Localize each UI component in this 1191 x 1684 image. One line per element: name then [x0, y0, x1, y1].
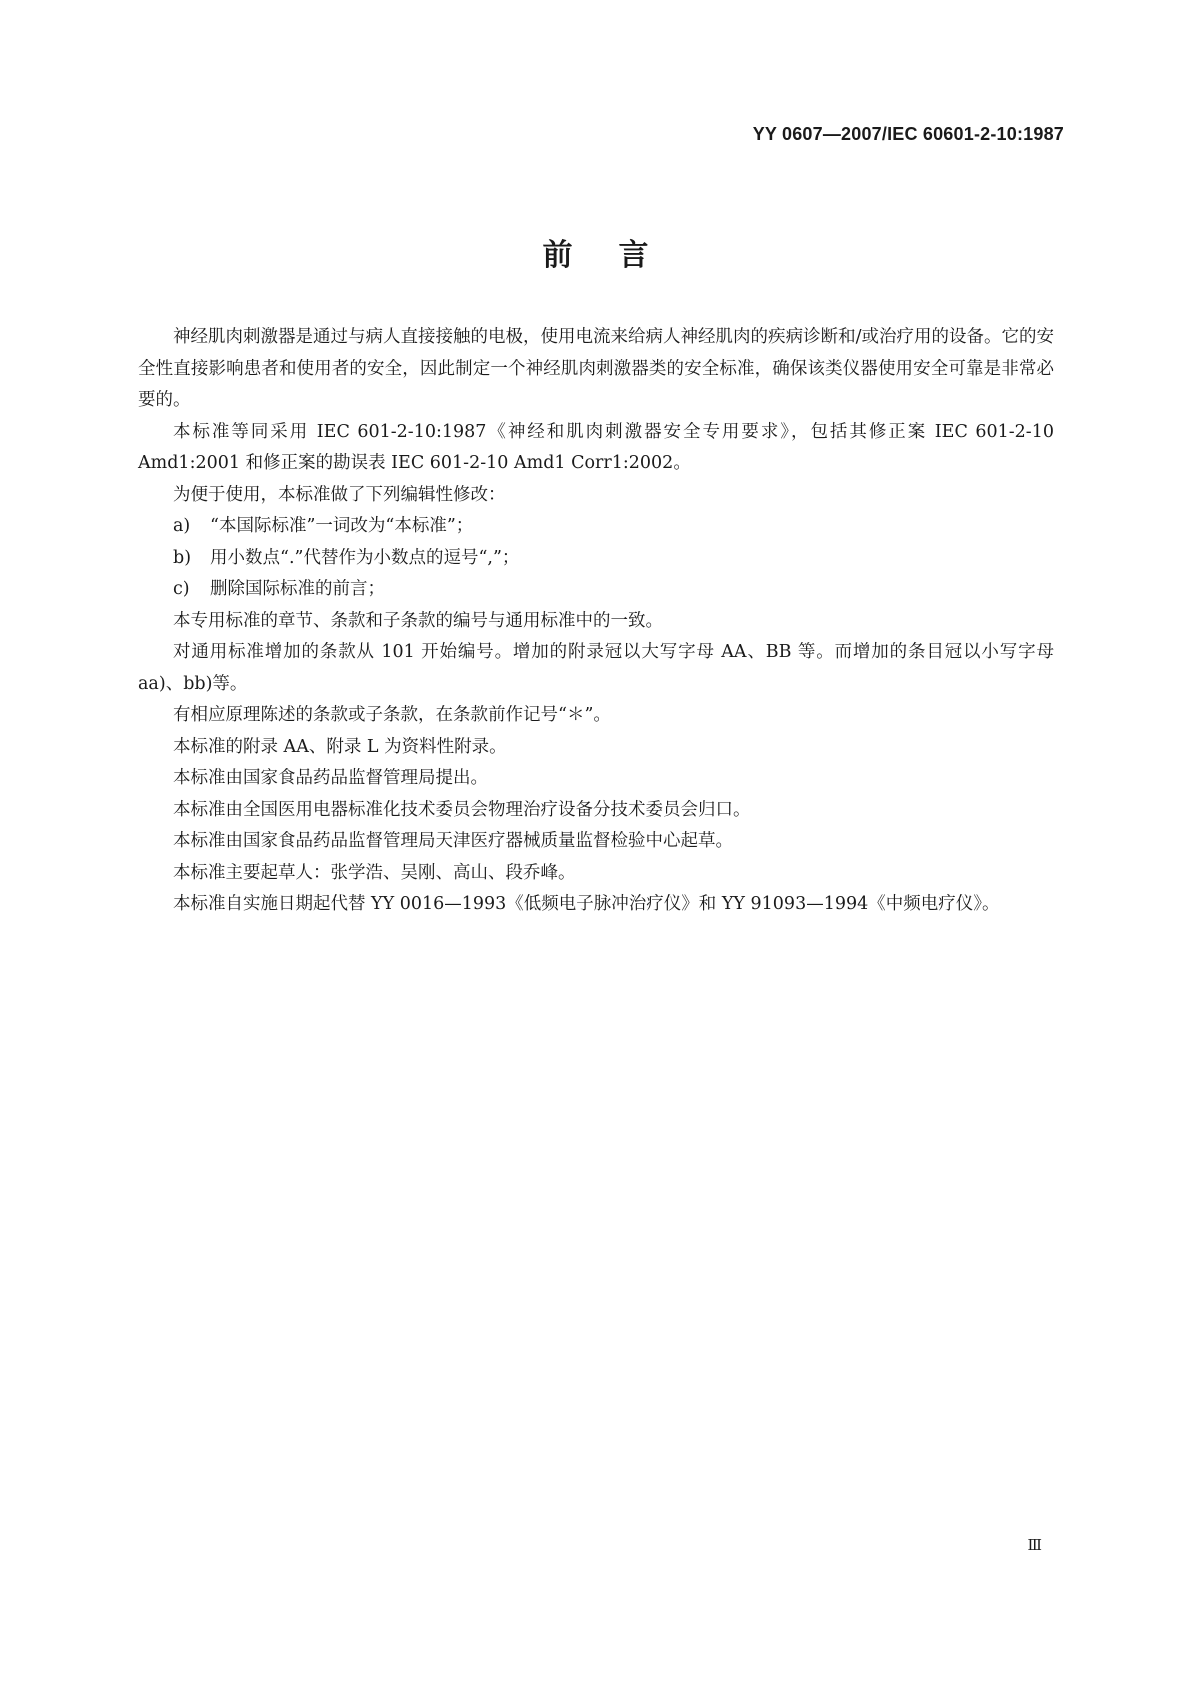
- list-item-label: a): [173, 516, 191, 536]
- paragraph: 本标准的附录 AA、附录 L 为资料性附录。: [173, 736, 507, 757]
- list-item-text: 用小数点“.”代替作为小数点的逗号“,”；: [210, 547, 520, 568]
- paragraph: 本标准由国家食品药品监督管理局提出。: [173, 768, 488, 788]
- paragraph: 对通用标准增加的条款从 101 开始编号。增加的附录冠以大写字母 AA、BB 等。而增加的条目冠以小写字母 aa)、bb)等。: [138, 642, 1054, 694]
- paragraph: 神经肌肉刺激器是通过与病人直接接触的电极，使用电流来给病人神经肌肉的疾病诊断和/或治疗用的设备。它的安全性直接影响患者和使用者的安全，因此制定一个神经肌肉刺激器类的安全标准，确保该类仪器使用安全可靠是非常必要的。: [138, 327, 1054, 410]
- list-item: [138, 574, 1054, 606]
- page-title: 前言: [542, 238, 695, 273]
- paragraph: 本标准由国家食品药品监督管理局天津医疗器械质量监督检验中心起草。: [173, 831, 733, 851]
- list-item-text: “本国际标准”一词改为“本标准”；: [210, 516, 474, 536]
- paragraph: 本标准自实施日期起代替 YY 0016—1993《低频电子脉冲治疗仪》和 YY 91093—1994《中频电疗仪》。: [173, 894, 1000, 914]
- list-item-text: 删除国际标准的前言；: [210, 579, 385, 599]
- list-item-label: b): [173, 547, 192, 568]
- paragraph: 本标准由全国医用电器标准化技术委员会物理治疗设备分技术委员会归口。: [173, 799, 751, 820]
- paragraph: 本专用标准的章节、条款和子条款的编号与通用标准中的一致。: [173, 610, 663, 631]
- paragraph: 有相应原理陈述的条款或子条款，在条款前作记号“＊”。: [173, 705, 611, 725]
- paragraph: 本标准等同采用 IEC 601-2-10:1987《神经和肌肉刺激器安全专用要求》，包括其修正案 IEC 601-2-10 Amd1:2001 和修正案的勘误表 IEC 601-2-10 Amd1 Corr1:2002。: [138, 421, 1054, 473]
- paragraph: 为便于使用，本标准做了下列编辑性修改：: [173, 484, 506, 505]
- foreword-body: [138, 322, 1054, 921]
- paragraph: 本标准主要起草人：张学浩、吴刚、高山、段乔峰。: [173, 862, 576, 883]
- list-item-label: c): [173, 579, 190, 599]
- list-item: [138, 511, 1054, 543]
- list-item: [138, 543, 1054, 575]
- page-number: Ⅲ: [1027, 1536, 1041, 1554]
- standard-code: YY 0607—2007/IEC 60601-2-10:1987: [752, 124, 1064, 144]
